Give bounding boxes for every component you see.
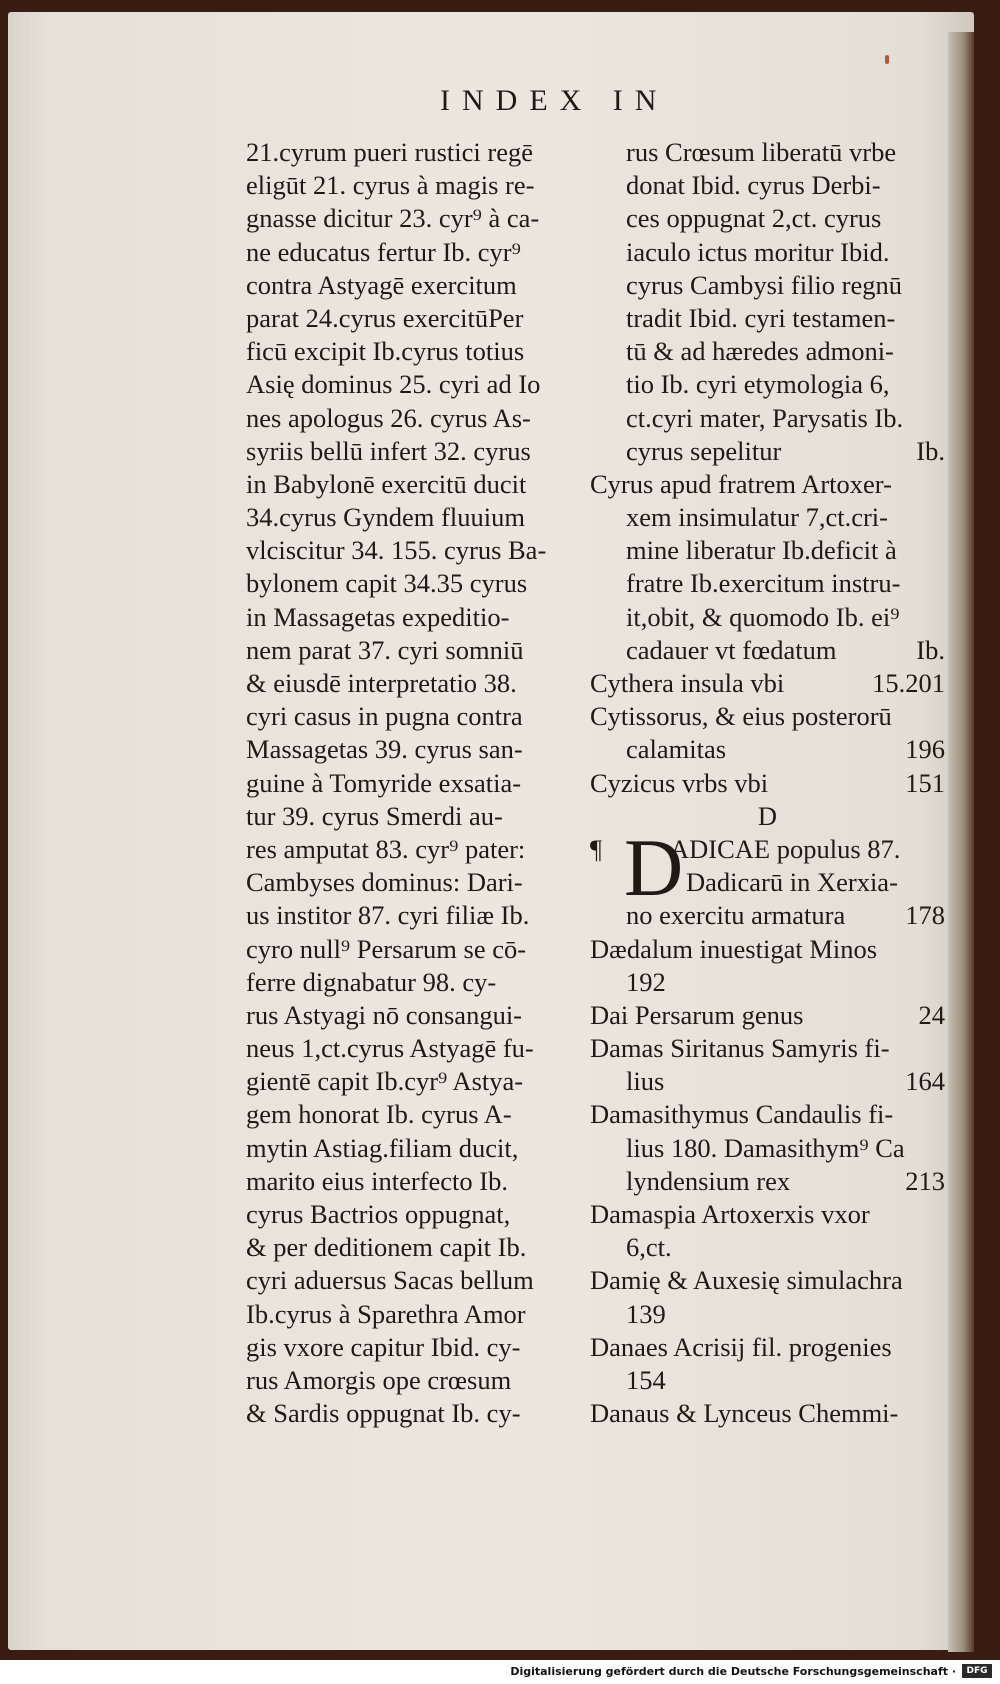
entry-page-ref: 213 (905, 1165, 945, 1196)
entry-page-ref: 151 (905, 767, 945, 798)
index-line: 6,ct. (626, 1232, 672, 1263)
index-line (590, 999, 945, 1032)
entry-page-ref: Ib. (916, 634, 945, 665)
index-line (590, 1165, 945, 1198)
dropcap-line-1: ADICAE populus 87. (670, 833, 901, 864)
index-line: cyrus Cambysi filio regnū (626, 269, 902, 300)
index-line: eligūt 21. cyrus à magis re- (246, 170, 535, 201)
index-line: tradit Ibid. cyri testamen- (626, 302, 896, 333)
index-line: xem insimulatur 7,ct.cri- (626, 502, 888, 533)
index-line: parat 24.cyrus exercitūPer (246, 302, 524, 333)
index-line: in Massagetas expeditio- (246, 601, 510, 632)
index-line: fratre Ib.exercitum instru- (626, 568, 901, 599)
index-line: marito eius interfecto Ib. (246, 1165, 508, 1196)
running-header: INDEX IN (440, 84, 669, 117)
index-line: ces oppugnat 2,ct. cyrus (626, 203, 882, 234)
index-line (590, 435, 945, 468)
index-line: guine à Tomyride exsatia- (246, 767, 522, 798)
index-line: donat Ibid. cyrus Derbi- (626, 170, 881, 201)
index-line: Damasithymus Candaulis fi- (590, 1099, 894, 1130)
entry-text: lius (626, 1066, 665, 1097)
index-line: & Sardis oppugnat Ib. cy- (246, 1398, 521, 1429)
entry-text: no exercitu armatura (626, 900, 846, 931)
index-line: it,obit, & quomodo Ib. ei⁹ (626, 601, 900, 632)
index-line: Danaes Acrisij fil. progenies (590, 1331, 892, 1362)
index-line: iaculo ictus moritur Ibid. (626, 236, 890, 267)
index-line: mytin Astiag.filiam ducit, (246, 1132, 519, 1163)
index-line: Cambyses dominus: Dari- (246, 867, 523, 898)
section-letter: D (757, 800, 778, 831)
index-column-right (590, 136, 945, 1430)
pilcrow-mark: ¶ (590, 833, 603, 864)
entry-page-ref: 24 (918, 999, 945, 1030)
index-line: 34.cyrus Gyndem fluuium (246, 502, 525, 533)
index-line: res amputat 83. cyr⁹ pater: (246, 833, 526, 864)
index-line: gem honorat Ib. cyrus A- (246, 1099, 512, 1130)
dfg-logo: DFG (962, 1664, 992, 1678)
index-line: Damię & Auxesię simulachra (590, 1265, 903, 1296)
index-line: rus Amorgis ope crœsum (246, 1364, 512, 1395)
index-line: & per deditionem capit Ib. (246, 1232, 527, 1263)
entry-text: Cythera insula vbi (590, 668, 785, 698)
index-line (590, 667, 945, 700)
index-line: nem parat 37. cyri somniū (246, 634, 524, 665)
index-line: rus Astyagi nō consangui- (246, 999, 523, 1030)
index-line: rus Crœsum liberatū vrbe (626, 137, 897, 167)
index-line: neus 1,ct.cyrus Astyagē fu- (246, 1033, 534, 1064)
index-line: Danaus & Lynceus Chemmi- (590, 1398, 899, 1429)
ink-stain (885, 55, 889, 64)
index-line: contra Astyagē exercitum (246, 269, 517, 300)
entry-text: Cyzicus vrbs vbi (590, 767, 769, 798)
index-line: ficū excipit Ib.cyrus totius (246, 336, 525, 367)
index-line: tur 39. cyrus Smerdi au- (246, 800, 503, 831)
index-line: & eiusdē interpretatio 38. (246, 668, 517, 698)
index-line: ferre dignabatur 98. cy- (246, 966, 497, 997)
index-line: Damas Siritanus Samyris fi- (590, 1033, 890, 1064)
index-line: nes apologus 26. cyrus As- (246, 402, 531, 433)
index-line: Ib.cyrus à Sparethra Amor (246, 1298, 526, 1329)
entry-text: cadauer vt fœdatum (626, 634, 837, 665)
index-line (590, 767, 945, 800)
index-line: ne educatus fertur Ib. cyr⁹ (246, 236, 521, 267)
index-line (590, 1065, 945, 1098)
page-edge (948, 32, 974, 1652)
index-line: Damaspia Artoxerxis vxor (590, 1199, 870, 1229)
entry-page-ref: 178 (905, 900, 945, 931)
index-line: cyro null⁹ Persarum se cō- (246, 933, 527, 964)
index-line: 154 (626, 1364, 666, 1395)
entry-text: cyrus sepelitur (626, 435, 782, 466)
index-line: tū & ad hæredes admoni- (626, 336, 894, 367)
index-line: gis vxore capitur Ibid. cy- (246, 1331, 521, 1362)
index-line: cyrus Bactrios oppugnat, (246, 1199, 511, 1229)
index-line: vlciscitur 34. 155. cyrus Ba- (246, 535, 547, 566)
index-line: bylonem capit 34.35 cyrus (246, 568, 528, 599)
index-line (590, 733, 945, 766)
index-line: Dædalum inuestigat Minos (590, 933, 878, 964)
index-line: in Babylonē exercitū ducit (246, 468, 527, 499)
index-line: syriis bellū infert 32. cyrus (246, 435, 531, 466)
dropcap-line-2: Dadicarū in Xerxia- (686, 867, 898, 898)
index-line (590, 634, 945, 667)
index-line: 21.cyrum pueri rustici regē (246, 137, 533, 167)
index-line: cyri casus in pugna contra (246, 701, 523, 732)
index-line: Cytissorus, & eius posterorū (590, 701, 892, 732)
index-line: 139 (626, 1298, 666, 1329)
index-line: Asię dominus 25. cyri ad Io (246, 369, 541, 400)
index-line: Cyrus apud fratrem Artoxer- (590, 468, 892, 499)
index-line: tio Ib. cyri etymologia 6, (626, 369, 890, 400)
index-line: gnasse dicitur 23. cyr⁹ à ca- (246, 203, 540, 234)
entry-text: lyndensium rex (626, 1165, 791, 1196)
entry-page-ref: 196 (905, 734, 945, 765)
index-line: us institor 87. cyri filiæ Ib. (246, 900, 530, 931)
dropcap-letter: D (624, 821, 684, 913)
entry-text: calamitas (626, 734, 727, 765)
index-line: cyri aduersus Sacas bellum (246, 1265, 534, 1296)
index-line: mine liberatur Ib.deficit à (626, 535, 897, 566)
entry-page-ref: 164 (905, 1066, 945, 1097)
index-column-left (246, 136, 566, 1430)
entry-text: Dai Persarum genus (590, 999, 804, 1030)
index-line: 192 (626, 966, 666, 997)
dropcap-entry (590, 821, 945, 913)
footer-credit: Digitalisierung gefördert durch die Deutsche Forschungsgemeinschaft · (510, 1665, 956, 1678)
index-line: ct.cyri mater, Parysatis Ib. (626, 402, 904, 433)
entry-page-ref: 15.201 (872, 668, 945, 698)
index-line: Massagetas 39. cyrus san- (246, 734, 523, 765)
index-line: lius 180. Damasithym⁹ Ca (626, 1132, 905, 1163)
index-line: gientē capit Ib.cyr⁹ Astya- (246, 1066, 524, 1097)
entry-page-ref: Ib. (916, 435, 945, 466)
